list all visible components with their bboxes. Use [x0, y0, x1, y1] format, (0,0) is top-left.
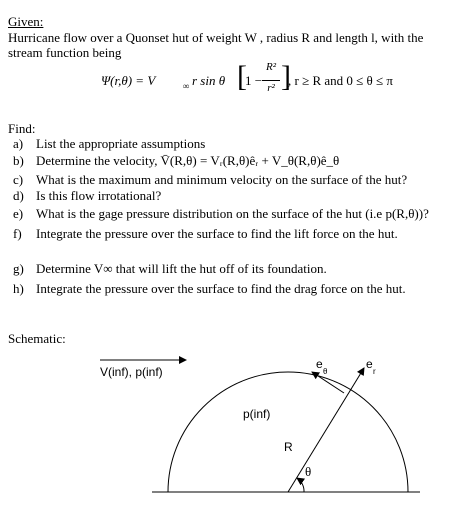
equation-one-minus: 1 −	[245, 73, 263, 88]
hut-semicircle	[168, 372, 408, 492]
fraction-denominator: r²	[267, 82, 275, 94]
find-heading: Find:	[8, 121, 36, 136]
e-theta-subscript: θ	[323, 367, 328, 376]
find-item-c: What is the maximum and minimum velocity on the surface of the hut?	[36, 172, 408, 187]
find-label-h: h)	[13, 281, 24, 296]
find-label-e: e)	[13, 206, 24, 221]
equation-condition: , r ≥ R and 0 ≤ θ ≤ π	[288, 73, 393, 88]
right-bracket: ]	[281, 60, 291, 93]
find-item-h: Integrate the pressure over the surface to find the drag force on the hut.	[36, 281, 406, 296]
e-theta-letter: e	[316, 357, 323, 371]
find-item-d: Is this flow irrotational?	[36, 188, 162, 203]
e-r-letter: e	[366, 357, 373, 371]
schematic-heading: Schematic:	[8, 331, 66, 346]
find-item-e: What is the gage pressure distribution on the surface of the hut (i.e p(R,θ))?	[36, 206, 429, 221]
find-item-b: Determine the velocity, V̄(R,θ) = Vᵣ(R,θ)êᵣ + V_θ(R,θ)ê_θ	[36, 153, 340, 168]
find-label-b: b)	[13, 153, 24, 168]
find-label-d: d)	[13, 188, 24, 203]
find-label-a: a)	[13, 136, 24, 151]
radius-line	[288, 368, 364, 492]
equation-lhs: Ψ(r,θ) = V	[101, 73, 156, 88]
find-label-f: f)	[13, 226, 22, 241]
find-label-g: g)	[13, 261, 24, 276]
equation-mid: r sin θ	[192, 73, 226, 88]
theta-arc	[297, 478, 304, 492]
fraction-numerator: R²	[265, 61, 277, 73]
left-bracket: [	[237, 60, 247, 93]
pressure-label: p(inf)	[243, 407, 271, 421]
radius-label: R	[284, 440, 293, 454]
given-line-1: Hurricane flow over a Quonset hut of weight W , radius R and length l, with the	[8, 30, 424, 45]
e-theta-arrow	[312, 372, 344, 393]
given-line-2: stream function being	[8, 45, 122, 60]
e-r-subscript: r	[373, 367, 376, 376]
given-heading: Given:	[8, 14, 44, 29]
find-label-c: c)	[13, 172, 24, 187]
theta-label: θ	[305, 464, 312, 479]
equation-sub-inf: ∞	[183, 81, 190, 91]
find-item-f: Integrate the pressure over the surface to find the lift force on the hut.	[36, 226, 398, 241]
free-stream-label: V(inf), p(inf)	[100, 365, 163, 379]
find-item-a: List the appropriate assumptions	[36, 136, 206, 151]
find-item-g: Determine V∞ that will lift the hut off of its foundation.	[36, 261, 327, 276]
